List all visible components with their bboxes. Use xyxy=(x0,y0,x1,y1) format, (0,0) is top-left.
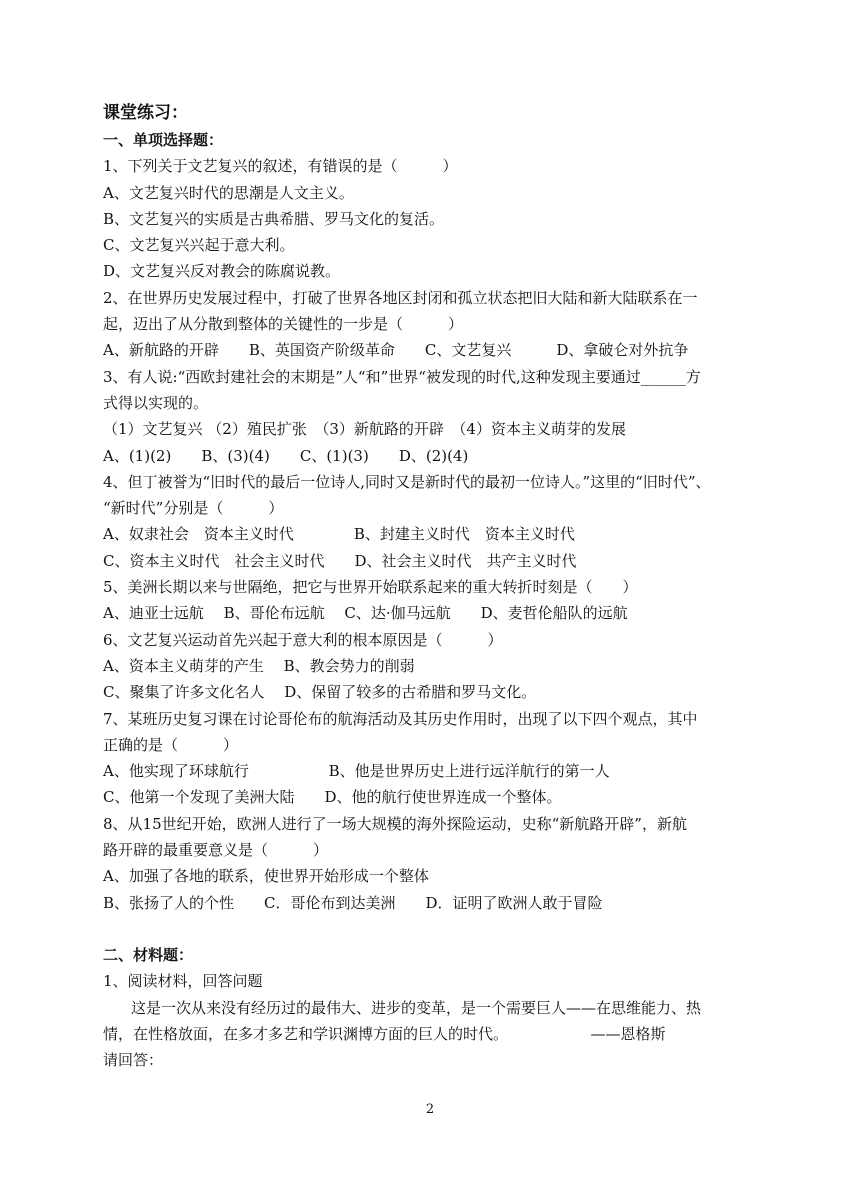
option-line: C、他第一个发现了美洲大陆 D、他的航行使世界连成一个整体。 xyxy=(103,788,562,807)
page-title: 课堂练习： xyxy=(103,103,188,123)
question-line: 起，迈出了从分散到整体的关键性的一步是（ ） xyxy=(103,315,464,334)
option-line: A、加强了各地的联系，使世界开始形成一个整体 xyxy=(103,867,429,886)
question-line: 4、但丁被誉为“旧时代的最后一位诗人,同时又是新时代的最初一位诗人。”这里的“旧时代”、 xyxy=(103,472,711,491)
option-line: C、文艺复兴兴起于意大利。 xyxy=(103,236,295,255)
question-line: 8、从15世纪开始，欧洲人进行了一场大规模的海外探险运动，史称“新航路开辟”，新航 xyxy=(103,814,687,833)
question-line: 式得以实现的。 xyxy=(103,393,209,412)
option-line: B、张扬了人的个性 C．哥伦布到达美洲 D．证明了欧洲人敢于冒险 xyxy=(103,893,603,912)
question-line: 2、在世界历史发展过程中，打破了世界各地区封闭和孤立状态把旧大陆和新大陆联系在一 xyxy=(103,288,698,307)
question-line: 1、阅读材料，回答问题 xyxy=(103,972,263,991)
document-body xyxy=(103,99,763,1073)
question-line: 7、某班历史复习课在讨论哥伦布的航海活动及其历史作用时，出现了以下四个观点，其中 xyxy=(103,709,698,728)
quote-line: 这是一次从来没有经历过的最伟大、进步的变革，是一个需要巨人——在思维能力、热 xyxy=(131,998,702,1017)
option-line: C、资本主义时代 社会主义时代 D、社会主义时代 共产主义时代 xyxy=(103,551,577,570)
section-spacer xyxy=(103,916,763,942)
question-line: “新时代”分别是（ ） xyxy=(103,499,284,518)
question-line: 5、美洲长期以来与世隔绝，把它与世界开始联系起来的重大转折时刻是（ ） xyxy=(103,578,638,597)
question-line: 6、文艺复兴运动首先兴起于意大利的根本原因是（ ） xyxy=(103,630,503,649)
option-line: A、奴隶社会 资本主义时代 B、封建主义时代 资本主义时代 xyxy=(103,525,575,544)
question-line: 3、有人说:“西欧封建社会的末期是”人“和”世界“被发现的时代,这种发现主要通过______方 xyxy=(103,367,701,386)
quote-line: 情，在性格放面，在多才多艺和学识渊博方面的巨人的时代。 ——恩格斯 xyxy=(103,1024,666,1043)
option-line: （1）文艺复兴 （2）殖民扩张 （3）新航路的开辟 （4）资本主义萌芽的发展 xyxy=(103,420,626,439)
option-line: B、文艺复兴的实质是古典希腊、罗马文化的复活。 xyxy=(103,209,445,228)
question-line: 路开辟的最重要意义是（ ） xyxy=(103,841,329,860)
option-line: A、迪亚士远航 B、哥伦布远航 C、达·伽马远航 D、麦哲伦船队的远航 xyxy=(103,604,628,623)
question-line: 正确的是（ ） xyxy=(103,735,239,754)
page-number: 2 xyxy=(425,1102,435,1117)
section-heading-material: 二、材料题： xyxy=(103,945,194,964)
option-line: C、聚集了许多文化名人 D、保留了较多的古希腊和罗马文化。 xyxy=(103,683,537,702)
option-line: A、新航路的开辟 B、英国资产阶级革命 C、文艺复兴 D、拿破仑对外抗争 xyxy=(103,341,689,360)
question-line: 1、下列关于文艺复兴的叙述，有错误的是（ ） xyxy=(103,157,458,176)
option-line: A、资本主义萌芽的产生 B、教会势力的削弱 xyxy=(103,656,415,675)
option-line: A、文艺复兴时代的思潮是人文主义。 xyxy=(103,183,354,202)
prompt-line: 请回答： xyxy=(103,1051,164,1070)
option-line: A、(1)(2) B、(3)(4) C、(1)(3) D、(2)(4) xyxy=(103,446,469,465)
section-heading-choice: 一、单项选择题： xyxy=(103,131,224,149)
option-line: A、他实现了环球航行 B、他是世界历史上进行远洋航行的第一人 xyxy=(103,762,610,781)
option-line: D、文艺复兴反对教会的陈腐说教。 xyxy=(103,262,341,281)
